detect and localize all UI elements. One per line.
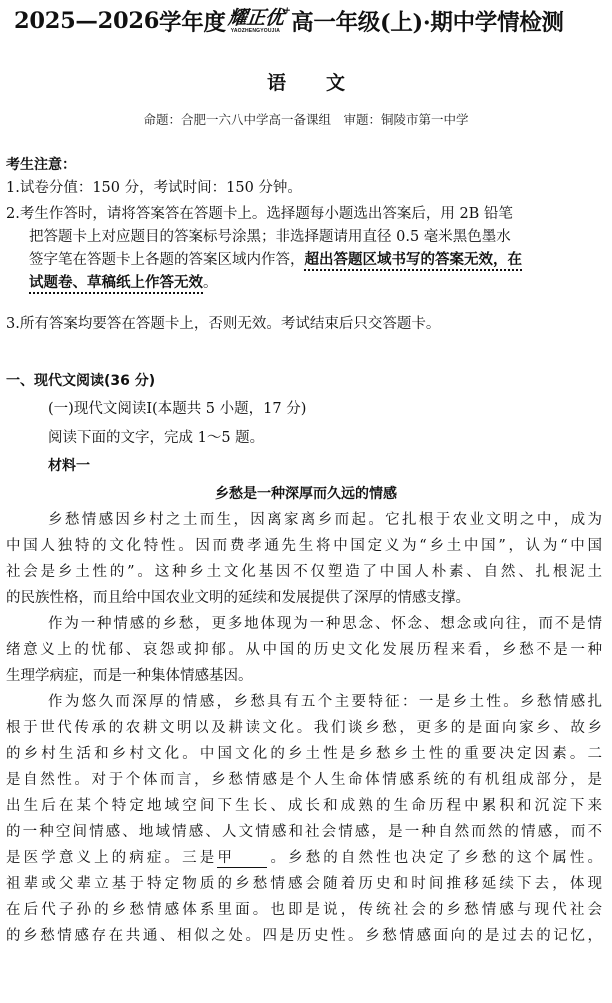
article-paragraph-1 (6, 507, 602, 611)
note-3 (6, 313, 602, 336)
blank-suffix: 。乡愁的自然性也决定了乡愁的这个属性。 (267, 850, 603, 866)
paragraph-line: 作为悠久而深厚的情感，乡愁具有五个主要特征：一是乡土性。乡愁情感扎 (48, 694, 602, 710)
note-2-line-3 (6, 249, 602, 272)
notes-title: 考生注意： (6, 157, 76, 173)
paragraph-line: 作为一种情感的乡愁，更多地体现为一种思念、怀念、想念或向往，而不是情 (48, 616, 602, 632)
paragraph-line: 在后代子孙的乡愁情感体系里面。也即是说，传统社会的乡愁情感与现代社会 (6, 902, 602, 918)
section-title: 一、现代文阅读(36 分) (6, 373, 156, 389)
brand-subtitle: YAOZHENGYOUJIA (230, 27, 281, 34)
brand-logo (226, 5, 291, 34)
note-2-line-1: 2.考生作答时，请将答案答在答题卡上。选择题每小题选出答案后，用 2B 铅笔 (6, 206, 513, 222)
exam-header (14, 4, 604, 38)
article-title: 乡愁是一种深厚而久远的情感 (215, 486, 397, 502)
paragraph-line: 的乡村生活和乡村文化。中国文化的乡土性是乡愁乡土性的重要决定因素。二 (6, 746, 602, 762)
paragraph-line: 社会是乡土性的”。这种乡土文化基因不仅塑造了中国人朴素、自然、扎根泥土 (6, 564, 602, 580)
brand-plus: + (282, 5, 291, 16)
material-label: 材料一 (48, 458, 90, 474)
note-1-text: 1.试卷分值：150 分，考试时间：150 分钟。 (6, 180, 302, 196)
note-2-line-3a: 签字笔在答题卡上各题的答案区域内作答， (29, 252, 305, 268)
note-2-line-4b: 。 (203, 275, 218, 291)
note-2-line-4 (6, 272, 602, 295)
brand-name: 耀正优 (226, 6, 285, 29)
paragraph-line: 中国人独特的文化特性。因而费孝通先生将中国定义为“乡土中国”，认为“中国 (6, 538, 602, 554)
subject-char-1: 语 (266, 72, 286, 94)
subsection-title: (一)现代文阅读Ⅰ(本题共 5 小题，17 分) (48, 401, 307, 417)
header-year: 2025—2026 (14, 8, 160, 34)
note-2-line-2: 把答题卡上对应题目的答案标号涂黑；非选择题请用直径 0.5 毫米黑色墨水 (29, 229, 511, 245)
exam-credits: 命题：合肥一六八中学高一备课组 审题：铜陵市第一中学 (143, 112, 469, 127)
subject-title (0, 68, 612, 95)
paragraph-line: 的民族性格，而且给中国农业文明的延续和发展提供了深厚的情感支撑。 (6, 590, 470, 606)
paragraph-line: 乡愁情感因乡村之土而生，因离家离乡而起。它扎根于农业文明之中，成为 (48, 512, 602, 528)
paragraph-line: 出生后在某个特定地域空间下生长、成长和成熟的生命历程中累积和沉淀下来 (6, 798, 602, 814)
header-exam-title: 高一年级(上)·期中学情检测 (291, 10, 564, 36)
paragraph-line: 祖辈或父辈立基于特定物质的乡愁情感会随着历史和时间推移延续下去，体现 (6, 876, 602, 892)
blank-prefix: 是医学意义上的病症。三是 (6, 850, 218, 866)
note-3-text: 3.所有答案均要答在答题卡上，否则无效。考试结束后只交答题卡。 (6, 316, 441, 332)
paragraph-line: 根于世代传承的农耕文明以及耕读文化。我们谈乡愁，更多的是面向家乡、故乡 (6, 720, 602, 736)
paragraph-line: 绪意义上的忧郁、哀怨或抑郁。从中国的历史文化发展历程来看，乡愁不是一种 (6, 642, 602, 658)
note-2-emphasis-1: 超出答题区域书写的答案无效，在 (304, 252, 522, 268)
header-term: 学年度 (159, 10, 226, 36)
article-paragraph-3 (6, 689, 602, 949)
note-1 (6, 177, 602, 200)
note-2-emphasis-2: 试题卷、草稿纸上作答无效 (29, 275, 203, 291)
paragraph-line: 是自然性。对于个体而言，乡愁情感是个人生命体情感系统的有机组成部分，是 (6, 772, 602, 788)
paragraph-line: 生理学病症，而是一种集体情感基因。 (6, 668, 253, 684)
reading-instruction: 阅读下面的文字，完成 1～5 题。 (48, 430, 265, 446)
article-paragraph-2 (6, 611, 602, 689)
paragraph-line: 的一种空间情感、地域情感、人文情感和社会情感，是一种自然而然的情感，而不 (6, 824, 602, 840)
fill-blank-jia: 甲 (217, 849, 267, 868)
paragraph-line-with-blank (6, 845, 602, 871)
note-2 (6, 203, 602, 295)
subject-char-2: 文 (326, 72, 346, 94)
paragraph-line: 的乡愁情感存在共通、相似之处。四是历史性。乡愁情感面向的是过去的记忆， (6, 928, 602, 944)
